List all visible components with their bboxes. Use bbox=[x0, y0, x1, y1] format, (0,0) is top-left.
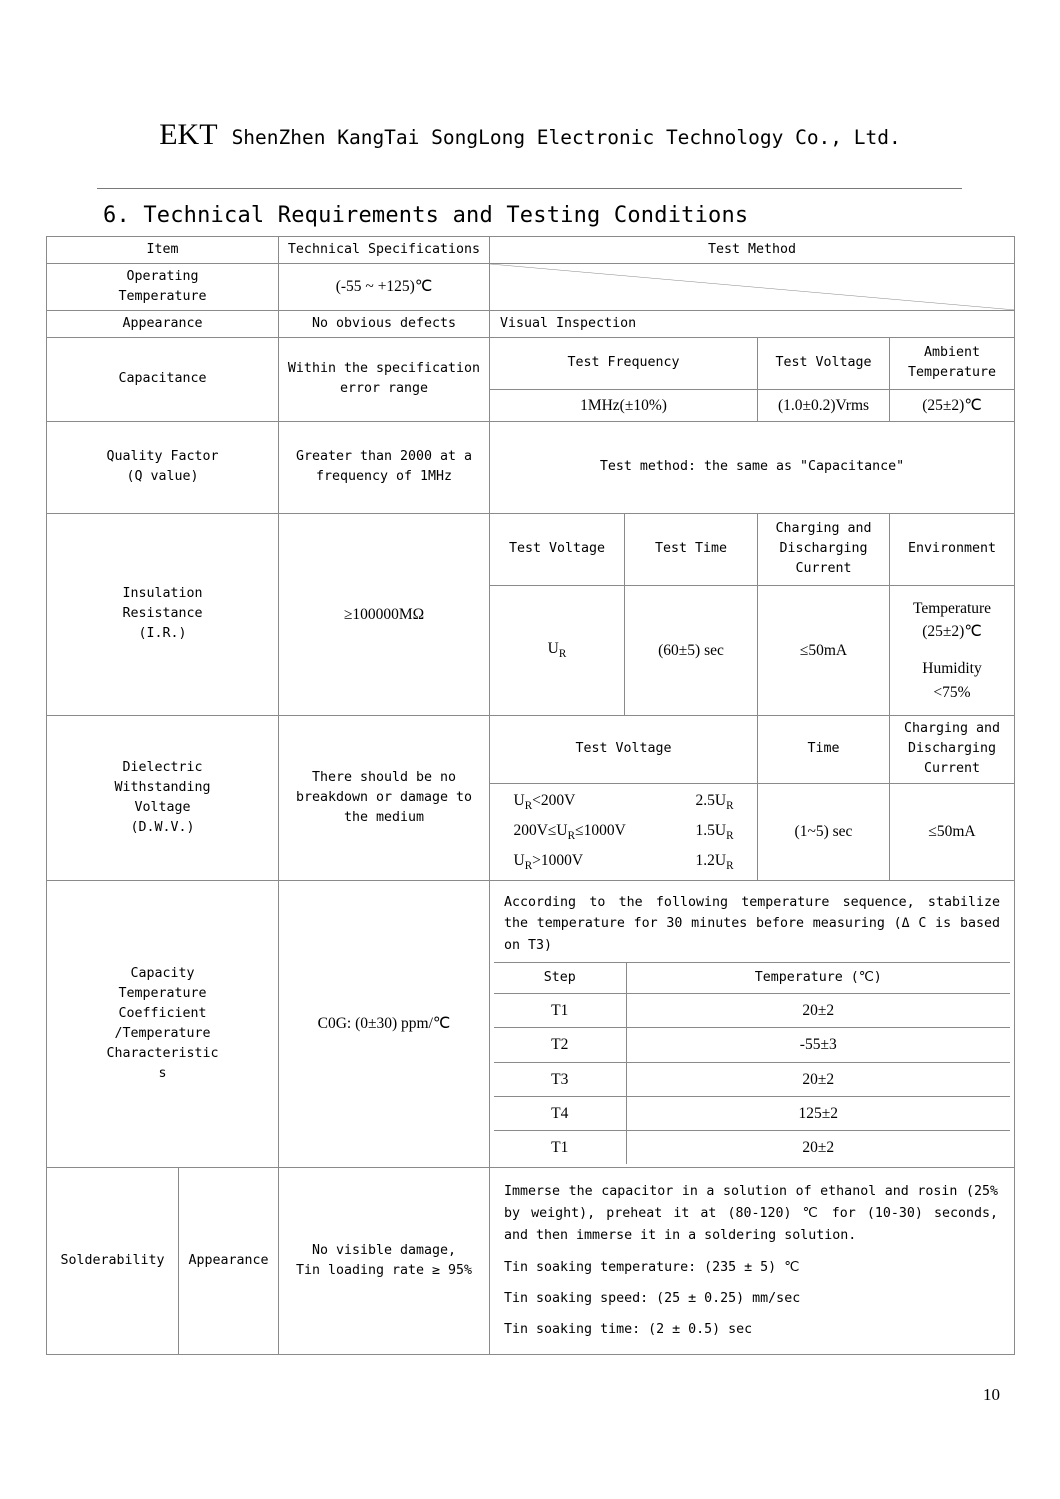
item-dwv-line2: Withstanding bbox=[114, 779, 211, 795]
row-solderability bbox=[47, 1168, 1015, 1354]
step-label: T4 bbox=[494, 1096, 626, 1130]
brand-row bbox=[159, 118, 901, 152]
step-temperature: 20±2 bbox=[626, 1131, 1010, 1165]
item-insulation-line2: Resistance bbox=[122, 606, 203, 622]
value-ir-env-spacer bbox=[894, 643, 1010, 657]
method-operating-temperature-empty bbox=[490, 263, 1015, 310]
step-label: T1 bbox=[494, 994, 626, 1028]
temperature-step-table bbox=[494, 962, 1010, 1164]
dwv-mult-base: 1.5U bbox=[695, 821, 727, 839]
value-dwv-charging-current: ≤50mA bbox=[890, 783, 1015, 880]
subheader-capacitance-test-voltage: Test Voltage bbox=[758, 337, 890, 389]
subheader-ir-test-time: Test Time bbox=[625, 513, 758, 585]
step-temperature: 125±2 bbox=[626, 1096, 1010, 1130]
dwv-cond-rest: ≤1000V bbox=[575, 821, 626, 839]
item-quality-factor bbox=[47, 421, 279, 513]
spec-solderability-line1: No visible damage, bbox=[311, 1243, 457, 1259]
method-solderability bbox=[490, 1168, 1015, 1354]
item-ctc-line3: Coefficient bbox=[118, 1006, 207, 1022]
subheader-ir-test-voltage: Test Voltage bbox=[490, 513, 625, 585]
item-insulation-resistance bbox=[47, 513, 279, 715]
item-capacity-temperature-coefficient bbox=[47, 880, 279, 1168]
value-ir-env-line1: Temperature bbox=[912, 599, 992, 617]
step-table-row bbox=[494, 994, 1010, 1028]
spec-dwv: There should be no breakdown or damage to the medium bbox=[279, 715, 490, 880]
item-capacitance: Capacitance bbox=[47, 337, 279, 421]
column-header-technical-specifications: Technical Specifications bbox=[279, 237, 490, 264]
value-ir-env-line3: Humidity bbox=[922, 660, 982, 678]
step-table-header-temperature: Temperature (℃) bbox=[626, 963, 1010, 994]
subheader-ir-charging-line1: Charging and bbox=[775, 521, 872, 537]
item-dwv-line3: Voltage bbox=[134, 799, 191, 815]
solderability-method-block bbox=[494, 1171, 1010, 1350]
row-operating-temperature bbox=[47, 263, 1015, 310]
dwv-cond-base: U bbox=[513, 851, 525, 869]
row-insulation-resistance-subheaders bbox=[47, 513, 1015, 585]
dwv-cond-base: 200V≤U bbox=[513, 821, 568, 839]
dwv-cond-rest: >1000V bbox=[532, 851, 584, 869]
row-quality-factor bbox=[47, 421, 1015, 513]
row-appearance bbox=[47, 310, 1015, 337]
item-operating-temperature-line2: Temperature bbox=[118, 288, 207, 304]
item-ctc-line2: Temperature bbox=[118, 986, 207, 1002]
value-ir-test-voltage-base: U bbox=[547, 640, 559, 658]
subheader-capacitance-ambient-temperature bbox=[890, 337, 1015, 389]
technical-requirements-table bbox=[46, 236, 1015, 1355]
item-dwv-line1: Dielectric bbox=[122, 759, 203, 775]
dwv-multiplier bbox=[695, 851, 734, 872]
value-capacitance-test-frequency: 1MHz(±10%) bbox=[490, 389, 758, 421]
row-capacitance-subheaders bbox=[47, 337, 1015, 389]
dwv-condition-list bbox=[513, 787, 733, 877]
section-title: 6. Technical Requirements and Testing Conditions bbox=[103, 203, 749, 228]
dwv-cond-sub: R bbox=[524, 859, 533, 872]
subheader-dwv-time: Time bbox=[758, 715, 890, 783]
spec-insulation-resistance: ≥100000MΩ bbox=[279, 513, 490, 715]
dwv-condition-expression bbox=[513, 847, 695, 877]
dwv-condition-row bbox=[513, 851, 734, 872]
item-operating-temperature bbox=[47, 263, 279, 310]
value-ir-test-voltage-sub: R bbox=[558, 648, 567, 661]
subheader-ambient-line1: Ambient bbox=[923, 345, 981, 361]
row-dwv-subheaders bbox=[47, 715, 1015, 783]
document-header bbox=[0, 118, 1060, 152]
step-label: T1 bbox=[494, 1131, 626, 1165]
subheader-dwv-test-voltage: Test Voltage bbox=[490, 715, 758, 783]
dwv-mult-sub: R bbox=[726, 799, 734, 812]
step-temperature: 20±2 bbox=[626, 994, 1010, 1028]
row-capacity-temperature-coefficient bbox=[47, 880, 1015, 1168]
value-ir-environment bbox=[890, 585, 1015, 715]
diagonal-strike-line bbox=[490, 264, 1014, 310]
dwv-cond-sub: R bbox=[567, 829, 576, 842]
ctc-note: According to the following temperature sequence, stabilize the temperature for 30 minutes before measuring (Δ C is based on T3) bbox=[504, 894, 1000, 953]
item-quality-factor-line1: Quality Factor bbox=[106, 449, 219, 465]
spec-operating-temperature: (-55 ~ +125)℃ bbox=[279, 263, 490, 310]
item-ctc-line1: Capacity bbox=[130, 966, 195, 982]
dwv-condition-expression bbox=[513, 817, 695, 847]
spec-solderability bbox=[279, 1168, 490, 1354]
value-ir-env-line2: (25±2)℃ bbox=[922, 623, 982, 640]
subheader-dwv-charging-line2: Discharging bbox=[907, 741, 997, 757]
subheader-ir-environment: Environment bbox=[890, 513, 1015, 585]
item-ctc-line4: /Temperature bbox=[114, 1025, 211, 1041]
page-number: 10 bbox=[983, 1385, 1000, 1404]
item-ctc-line6: s bbox=[158, 1065, 167, 1081]
method-capacity-temperature-coefficient bbox=[490, 880, 1015, 1168]
dwv-multiplier bbox=[695, 791, 734, 812]
step-temperature: 20±2 bbox=[626, 1062, 1010, 1096]
subheader-capacitance-test-frequency: Test Frequency bbox=[490, 337, 758, 389]
item-dwv-line4: (D.W.V.) bbox=[130, 819, 195, 835]
spec-quality-factor: Greater than 2000 at a frequency of 1MHz bbox=[279, 421, 490, 513]
subheader-ir-charging-current bbox=[758, 513, 890, 585]
item-dielectric-withstanding-voltage bbox=[47, 715, 279, 880]
method-quality-factor: Test method: the same as "Capacitance" bbox=[490, 421, 1015, 513]
dwv-mult-sub: R bbox=[726, 859, 734, 872]
dwv-cond-sub: R bbox=[524, 799, 533, 812]
value-dwv-voltage-conditions bbox=[490, 783, 758, 880]
subheader-dwv-charging-line1: Charging and bbox=[903, 721, 1001, 737]
item-operating-temperature-line1: Operating bbox=[126, 268, 199, 284]
item-insulation-line1: Insulation bbox=[122, 586, 203, 602]
step-label: T3 bbox=[494, 1062, 626, 1096]
value-ir-charging-current: ≤50mA bbox=[758, 585, 890, 715]
company-name: ShenZhen KangTai SongLong Electronic Technology Co., Ltd. bbox=[231, 126, 901, 149]
dwv-cond-rest: <200V bbox=[532, 791, 576, 809]
solderability-soaking-speed: Tin soaking speed: (25 ± 0.25) mm/sec bbox=[504, 1290, 801, 1306]
subheader-dwv-charging-line3: Current bbox=[923, 761, 981, 777]
dwv-condition-row bbox=[513, 821, 734, 842]
value-ir-test-voltage bbox=[490, 585, 625, 715]
dwv-multiplier bbox=[695, 821, 734, 842]
dwv-mult-sub: R bbox=[726, 829, 734, 842]
item-insulation-line3: (I.R.) bbox=[138, 626, 187, 642]
value-capacitance-test-voltage: (1.0±0.2)Vrms bbox=[758, 389, 890, 421]
value-capacitance-ambient-temperature: (25±2)℃ bbox=[890, 389, 1015, 421]
spec-appearance: No obvious defects bbox=[279, 310, 490, 337]
spec-capacity-temperature-coefficient: C0G: (0±30) ppm/℃ bbox=[279, 880, 490, 1168]
ekt-logo: EKT bbox=[159, 118, 218, 151]
solderability-soaking-time: Tin soaking time: (2 ± 0.5) sec bbox=[504, 1321, 753, 1337]
column-header-item: Item bbox=[47, 237, 279, 264]
step-table-row bbox=[494, 1062, 1010, 1096]
solderability-method-paragraph: Immerse the capacitor in a solution of ethanol and rosin (25% by weight), preheat it at (80-120) ℃ for (10-30) seconds, and then immerse it in a soldering solution. bbox=[504, 1184, 998, 1244]
step-table-row bbox=[494, 1131, 1010, 1165]
spec-capacitance: Within the specification error range bbox=[279, 337, 490, 421]
step-table-row bbox=[494, 1028, 1010, 1062]
dwv-condition-row bbox=[513, 791, 734, 812]
step-label: T2 bbox=[494, 1028, 626, 1062]
subheader-dwv-charging-current bbox=[890, 715, 1015, 783]
item-quality-factor-line2: (Q value) bbox=[126, 469, 199, 485]
item-solderability-appearance: Appearance bbox=[179, 1168, 279, 1354]
item-ctc-line5: Characteristic bbox=[106, 1045, 219, 1061]
header-divider bbox=[97, 188, 962, 189]
step-temperature: -55±3 bbox=[626, 1028, 1010, 1062]
dwv-cond-base: U bbox=[513, 791, 525, 809]
step-table-header-row bbox=[494, 963, 1010, 994]
subheader-ir-charging-line2: Discharging bbox=[779, 541, 868, 557]
step-table-header-step: Step bbox=[494, 963, 626, 994]
value-dwv-time: (1~5) sec bbox=[758, 783, 890, 880]
dwv-mult-base: 1.2U bbox=[695, 851, 727, 869]
spec-solderability-line2: Tin loading rate ≥ 95% bbox=[295, 1263, 473, 1279]
dwv-mult-base: 2.5U bbox=[695, 791, 727, 809]
value-ir-env-line4: <75% bbox=[933, 683, 971, 701]
method-appearance: Visual Inspection bbox=[490, 310, 1015, 337]
subheader-ambient-line2: Temperature bbox=[907, 365, 997, 381]
table-header-row bbox=[47, 237, 1015, 264]
item-solderability: Solderability bbox=[47, 1168, 179, 1354]
item-appearance: Appearance bbox=[47, 310, 279, 337]
dwv-condition-expression bbox=[513, 787, 695, 817]
step-table-row bbox=[494, 1096, 1010, 1130]
value-ir-test-time: (60±5) sec bbox=[625, 585, 758, 715]
column-header-test-method: Test Method bbox=[490, 237, 1015, 264]
subheader-ir-charging-line3: Current bbox=[795, 561, 852, 577]
solderability-soaking-temperature: Tin soaking temperature: (235 ± 5) ℃ bbox=[504, 1259, 800, 1275]
